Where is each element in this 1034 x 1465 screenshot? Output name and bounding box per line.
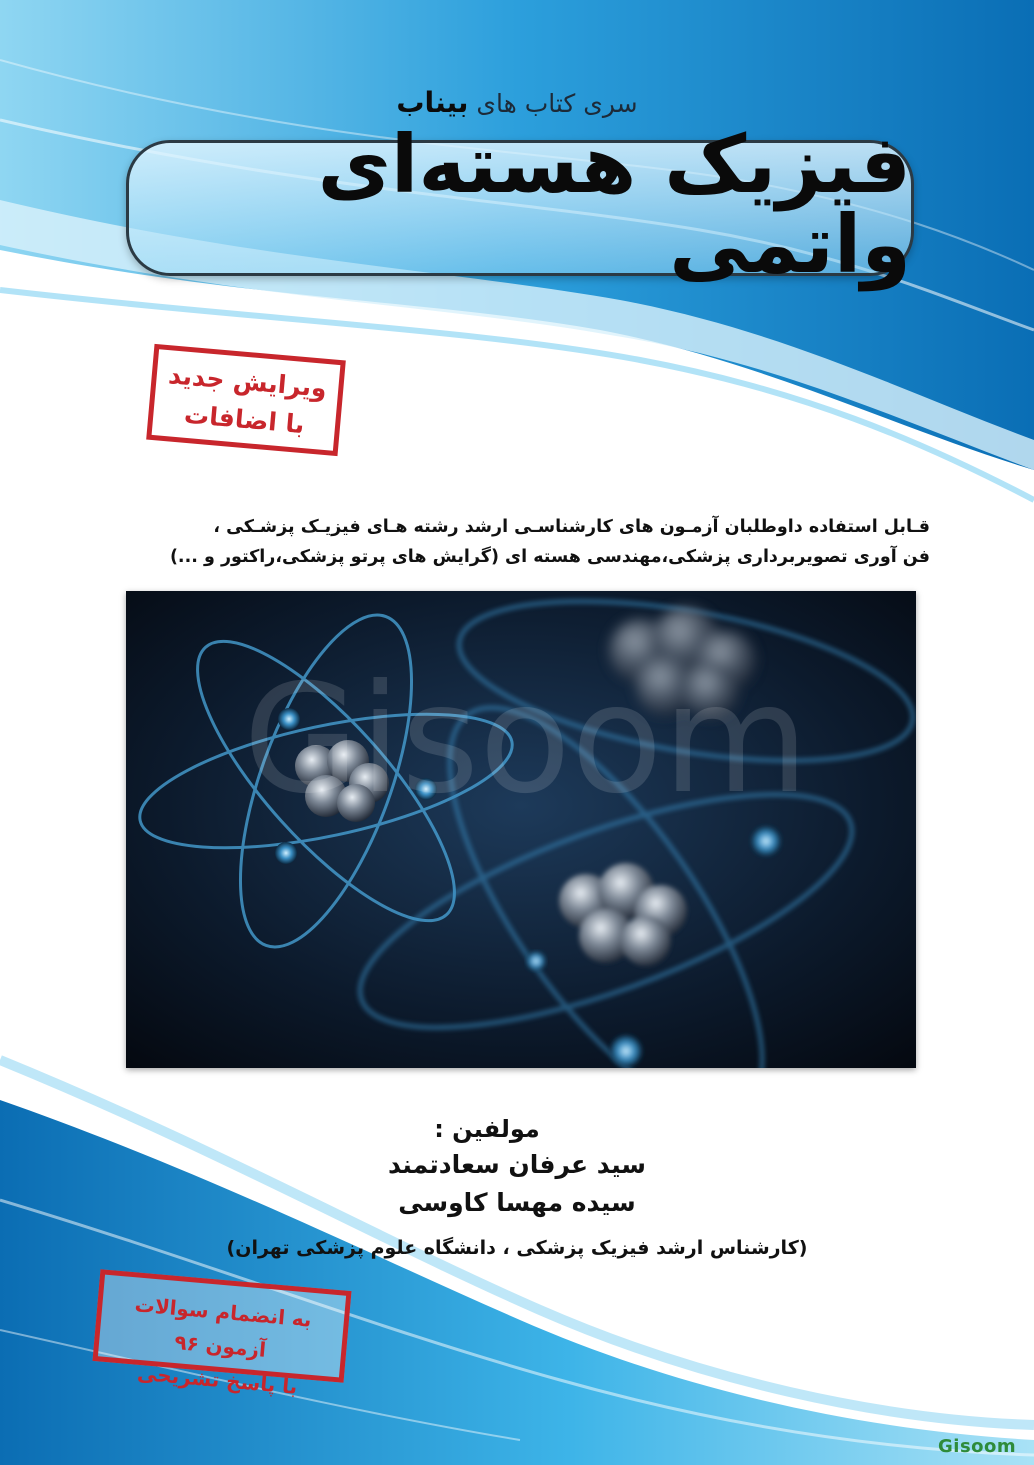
atom-photo xyxy=(126,591,916,1068)
authors-label: مولفین : xyxy=(434,1115,540,1143)
series-prefix: سری کتاب های xyxy=(476,89,638,118)
author-affiliation: (کارشناس ارشد فیزیک پزشکی ، دانشگاه علوم پزشکی تهران) xyxy=(226,1237,808,1259)
new-edition-stamp xyxy=(146,344,346,456)
site-logo: Gisoom xyxy=(938,1436,1017,1457)
authors-block xyxy=(0,1112,1034,1266)
stamp-line-1: ویرایش جدید xyxy=(167,360,328,403)
watermark-text: Gisoom xyxy=(243,653,809,827)
series-brand: بیناب xyxy=(396,86,469,119)
author-name-1: سید عرفان سعادتمند xyxy=(387,1150,647,1179)
stamp-line-2: با اضافات xyxy=(183,399,306,440)
author-name-2: سیده مهسا کاوسی xyxy=(398,1188,636,1217)
stamp-bottom-line-2: با پاسخ تشریحی xyxy=(136,1360,299,1399)
stamp-bottom-line-1: به انضمام سوالات آزمون ۹۶ xyxy=(133,1292,313,1362)
series-line xyxy=(0,86,1034,119)
book-title: فیزیک هسته‌ای واتمی xyxy=(317,118,911,291)
title-box xyxy=(126,118,914,291)
description-line-2: فن آوری تصویربرداری پزشکی،مهندسی هسته ای (گرایش های پرتو پزشکی،راکتور و ...) xyxy=(169,547,930,567)
description-line-1: قـابل استفاده داوطلبان آزمـون های کارشناسـی ارشد رشته هـای فیزیـک پزشـکی ، xyxy=(213,517,930,537)
description xyxy=(100,512,930,572)
